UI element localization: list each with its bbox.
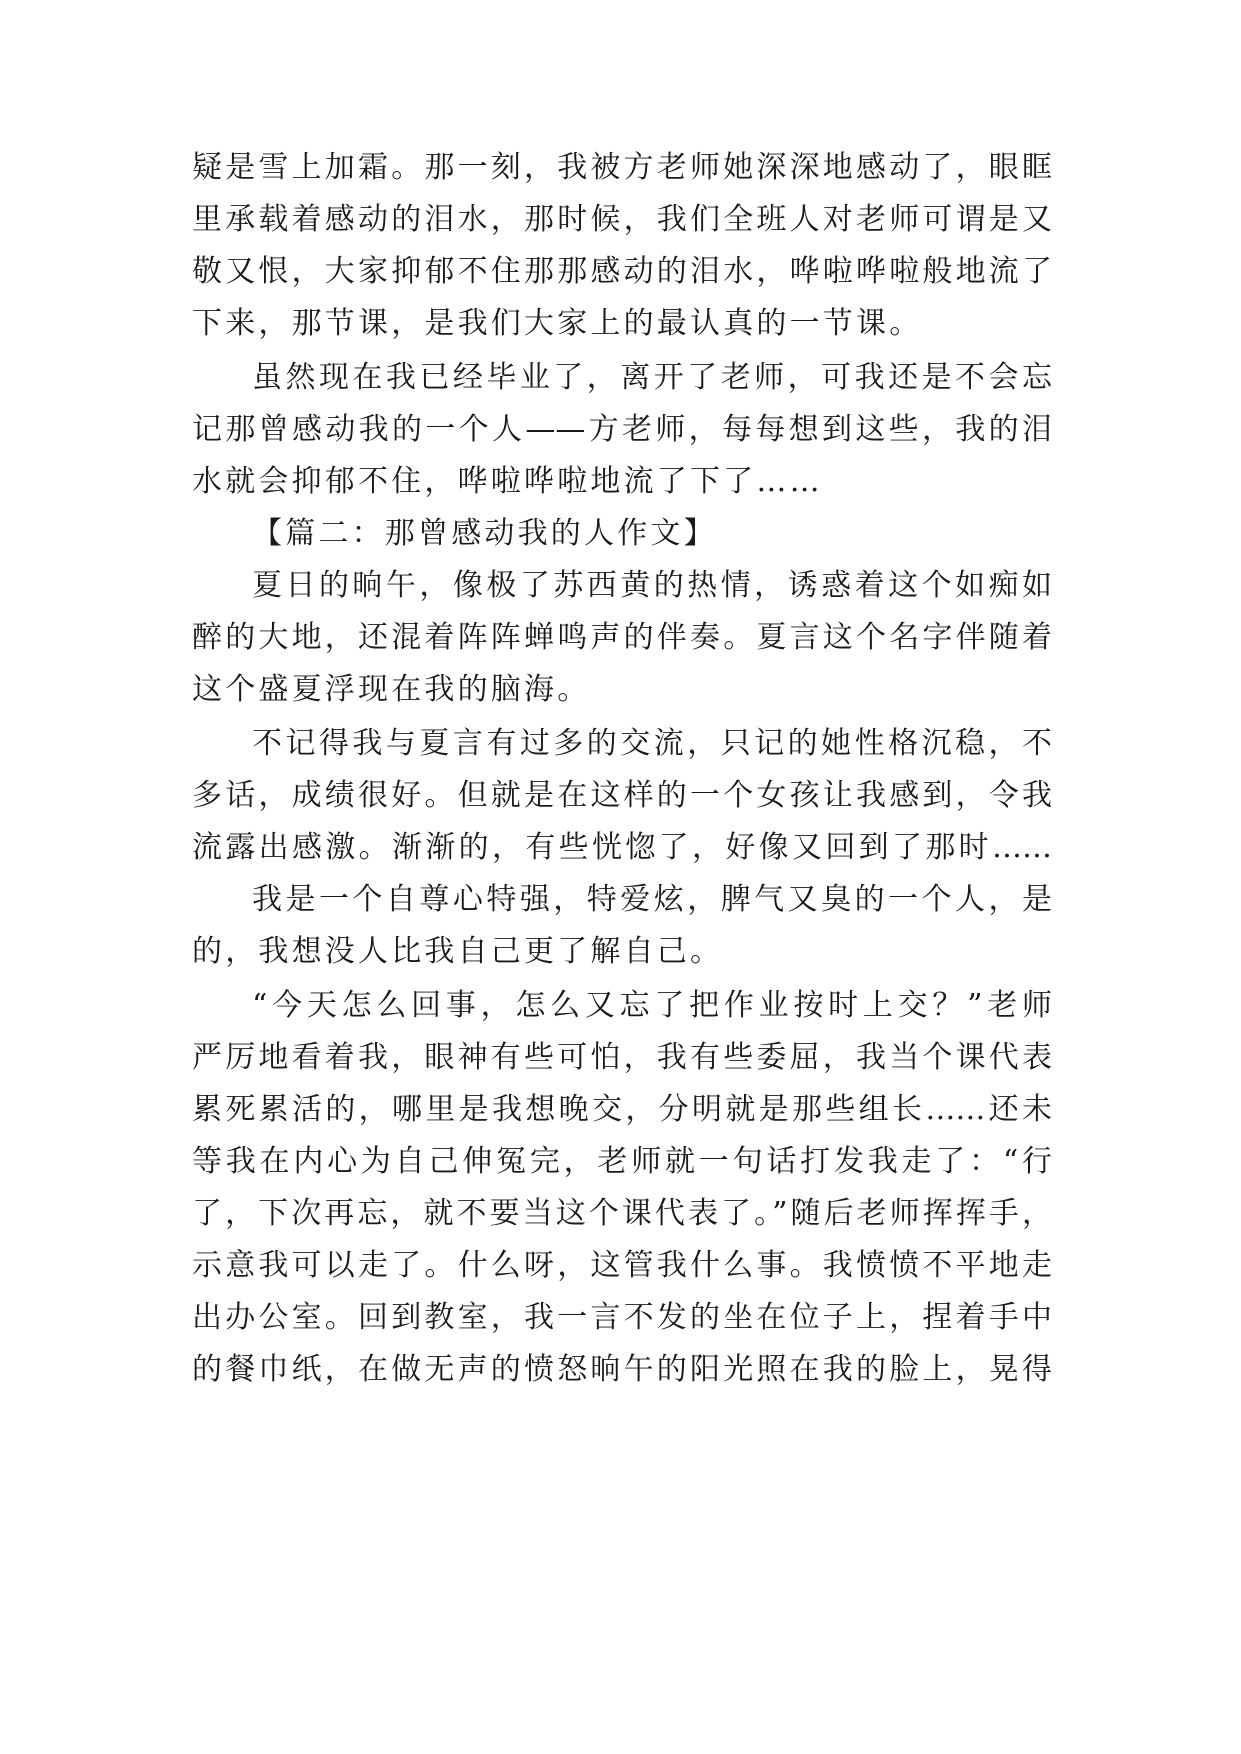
paragraph-first-line: 虽然现在我已经毕业了，离开了老师，可我还是不会忘 (252, 360, 1052, 395)
text-line: 了，下次再忘，就不要当这个课代表了。”随后老师挥挥手， (192, 1196, 1052, 1231)
text-line: 里承载着感动的泪水，那时候，我们全班人对老师可谓是又 (192, 202, 1052, 237)
text-line: 严厉地看着我，眼神有些可怕，我有些委屈，我当个课代表 (192, 1040, 1052, 1075)
text-line: 记那曾感动我的一个人——方老师，每每想到这些，我的泪 (192, 412, 1052, 447)
paragraph-first-line: 不记得我与夏言有过多的交流，只记的她性格沉稳，不 (252, 726, 1052, 761)
text-line: 疑是雪上加霜。那一刻，我被方老师她深深地感动了，眼眶 (192, 150, 1052, 185)
text-line: 流露出感激。渐渐的，有些恍惚了，好像又回到了那时…… (192, 830, 1052, 865)
text-line: 这个盛夏浮现在我的脑海。 (192, 672, 591, 707)
section-heading: 【篇二：那曾感动我的人作文】 (252, 516, 717, 551)
text-line: 累死累活的，哪里是我想晚交，分明就是那些组长……还未 (192, 1092, 1052, 1127)
paragraph-first-line: 我是一个自尊心特强，特爱炫，脾气又臭的一个人，是 (252, 882, 1052, 917)
paragraph-first-line: 夏日的晌午，像极了苏西黄的热情，诱惑着这个如痴如 (252, 568, 1052, 603)
text-line: 醉的大地，还混着阵阵蝉鸣声的伴奏。夏言这个名字伴随着 (192, 620, 1052, 655)
text-line: 敬又恨，大家抑郁不住那那感动的泪水，哗啦哗啦般地流了 (192, 254, 1052, 289)
paragraph-first-line: “今天怎么回事，怎么又忘了把作业按时上交？”老师 (252, 988, 1052, 1023)
text-line: 等我在内心为自己伸冤完，老师就一句话打发我走了：“行 (192, 1144, 1052, 1179)
text-line: 出办公室。回到教室，我一言不发的坐在位子上，捏着手中 (192, 1300, 1052, 1335)
text-line: 的餐巾纸，在做无声的愤怒晌午的阳光照在我的脸上，晃得 (192, 1352, 1052, 1387)
text-line: 的，我想没人比我自己更了解自己。 (192, 934, 724, 969)
text-line: 下来，那节课，是我们大家上的最认真的一节课。 (192, 306, 923, 341)
text-line: 示意我可以走了。什么呀，这管我什么事。我愤愤不平地走 (192, 1248, 1052, 1283)
text-line: 水就会抑郁不住，哗啦哗啦地流了下了…… (192, 464, 823, 499)
text-line: 多话，成绩很好。但就是在这样的一个女孩让我感到，令我 (192, 778, 1052, 813)
